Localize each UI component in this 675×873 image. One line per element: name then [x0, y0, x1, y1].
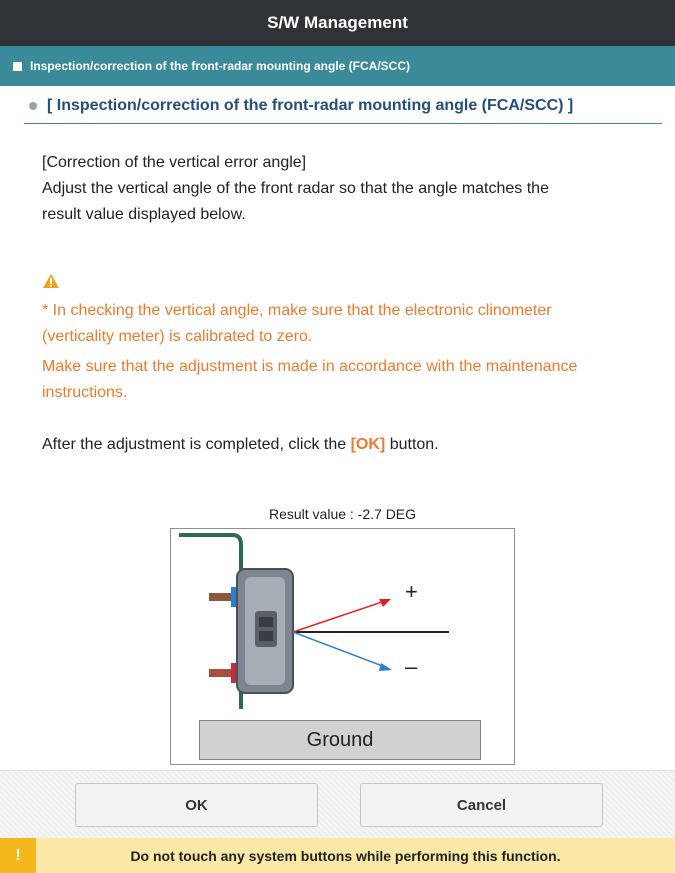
- instruction-line-3: result value displayed below.: [42, 206, 246, 223]
- radar-angle-figure: [170, 528, 515, 765]
- notice-text: Do not touch any system buttons while performing this function.: [130, 847, 561, 864]
- warning-line-3: Make sure that the adjustment is made in accordance with the maintenance: [42, 358, 578, 375]
- ok-button[interactable]: OK: [75, 783, 318, 827]
- after-prefix: After the adjustment is completed, click the: [42, 436, 351, 453]
- ground-label: Ground: [199, 720, 481, 760]
- subheading: [24, 88, 662, 124]
- section-title: Inspection/correction of the front-radar mounting angle (FCA/SCC): [30, 59, 411, 73]
- notice-bar: [0, 838, 675, 873]
- warning-line-4: instructions.: [42, 384, 128, 401]
- button-bar: [0, 770, 675, 838]
- ok-inline-label: [OK]: [350, 436, 386, 453]
- instruction-line-2: Adjust the vertical angle of the front radar so that the angle matches the: [42, 180, 549, 197]
- section-bar: [0, 46, 675, 86]
- after-adjustment-text: [42, 432, 652, 458]
- warning-line-1: * In checking the vertical angle, make sure that the electronic clinometer: [42, 302, 552, 319]
- subheading-text: [ Inspection/correction of the front-radar mounting angle (FCA/SCC) ]: [47, 96, 574, 114]
- window-title: [0, 0, 675, 46]
- after-suffix: button.: [385, 436, 439, 453]
- minus-sign: –: [405, 654, 418, 679]
- result-value-label: Result value : -2.7 DEG: [268, 506, 417, 522]
- square-bullet-icon: [13, 62, 22, 71]
- warning-line-2: (verticality meter) is calibrated to zero.: [42, 328, 313, 345]
- window-title-text: S/W Management: [267, 13, 408, 32]
- bullet-dot-icon: [29, 102, 37, 110]
- warning-triangle-icon: [42, 273, 60, 289]
- plus-arrow: [293, 601, 385, 632]
- instruction-line-1: [Correction of the vertical error angle]: [42, 154, 307, 171]
- exclamation-icon: !: [0, 838, 36, 873]
- radar-illustration: [171, 529, 514, 719]
- cancel-button[interactable]: Cancel: [360, 783, 603, 827]
- minus-arrow: [293, 632, 385, 667]
- plus-sign: +: [405, 579, 418, 604]
